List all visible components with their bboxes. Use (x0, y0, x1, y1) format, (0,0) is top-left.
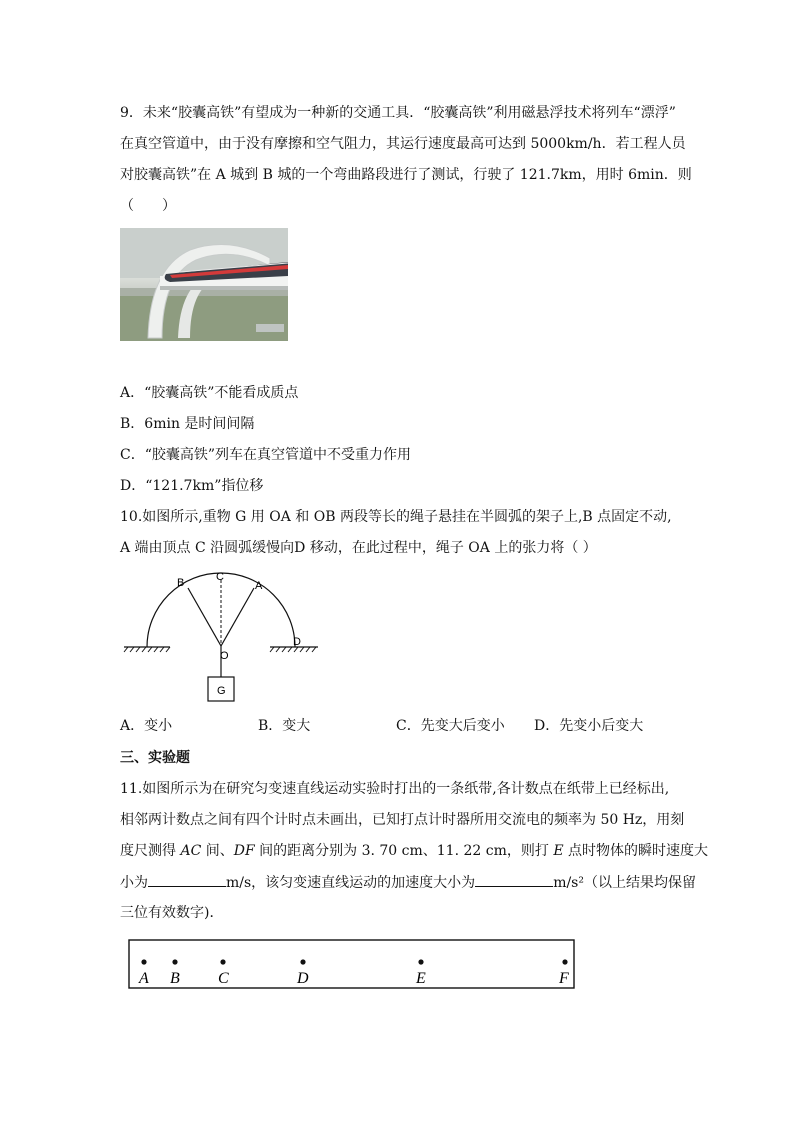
q11-line-3 (120, 841, 708, 861)
q11-line-3-part-4: 点时物体的瞬时速度大 (563, 843, 709, 859)
rope-oa (221, 588, 254, 646)
label-g: G (217, 685, 226, 697)
q11-line-2: 相邻两计数点之间有四个计时点未画出，已知打点计时器所用交流电的频率为 50 Hz，用刻 (120, 812, 685, 828)
q9-line-3: 对胶囊高铁”在 A 城到 B 城的一个弯曲路段进行了测试，行驶了 121.7km，用时 6min．则 (120, 167, 692, 183)
tape-dot-c (220, 959, 225, 964)
q9-option-c: C．“胶囊高铁”列车在真空管道中不受重力作用 (120, 447, 412, 463)
paper-tape (129, 940, 574, 988)
q11-line-4-part-3: m/s²（以上结果均保留 (553, 875, 696, 891)
q9-line-4: （ ） (120, 198, 176, 214)
q11-line-3-part-1: 度尺测得 (120, 843, 181, 859)
section-title: 三、实验题 (120, 750, 190, 766)
q11-line-3-part-3: 间的距离分别为 3. 70 cm、11. 22 cm，则打 (254, 843, 554, 859)
label-o: O (220, 650, 229, 662)
q9-line-2: 在真空管道中，由于没有摩擦和空气阻力，其运行速度最高可达到 5000km/h．若工程人员 (120, 136, 686, 152)
velocity-answer-blank[interactable] (148, 872, 226, 887)
label-d: D (293, 636, 301, 648)
var-ac: AC (180, 843, 202, 859)
q9-option-a: A．“胶囊高铁”不能看成质点 (120, 385, 299, 401)
tape-label-f: F (559, 970, 569, 987)
tape-dot-e (418, 959, 423, 964)
label-a: A (255, 580, 263, 592)
tape-dot-d (300, 959, 305, 964)
acceleration-answer-blank[interactable] (475, 872, 553, 887)
tape-label-c: C (218, 970, 229, 987)
q10-line-2: A 端由顶点 C 沿圆弧缓慢向D 移动，在此过程中，绳子 OA 上的张力将（ ） (120, 540, 597, 556)
q11-line-4-part-2: m/s，该匀变速直线运动的加速度大小为 (226, 875, 476, 891)
q9-option-b: B．6min 是时间间隔 (120, 416, 255, 432)
var-df: DF (233, 843, 255, 859)
tape-dot-b (172, 959, 177, 964)
q11-line-1: 11.如图所示为在研究匀变速直线运动实验时打出的一条纸带,各计数点在纸带上已经标出, (120, 781, 670, 797)
tape-label-b: B (170, 970, 180, 987)
q9-option-d: D．“121.7km”指位移 (120, 478, 264, 494)
q10-arc-figure (118, 566, 328, 706)
var-e: E (553, 843, 564, 859)
q11-line-3-part-2: 间、 (201, 843, 234, 859)
q10-option-c: C．先变大后变小 (396, 718, 505, 734)
tape-dot-a (141, 959, 146, 964)
q10-option-b: B．变大 (258, 718, 311, 734)
tape-dot-f (562, 959, 567, 964)
q10-option-a: A．变小 (120, 718, 173, 734)
rope-ob (188, 588, 221, 646)
q11-line-5: 三位有效数字)． (120, 905, 224, 921)
label-c: C (216, 571, 224, 583)
q11-line-4-part-1: 小为 (120, 875, 148, 891)
q10-option-d: D．先变小后变大 (534, 718, 644, 734)
label-b: B (177, 577, 185, 589)
tape-label-d: D (297, 970, 309, 987)
q9-line-1: 9．未来“胶囊高铁”有望成为一种新的交通工具．“胶囊高铁”利用磁悬浮技术将列车“漂浮” (120, 105, 676, 121)
q10-line-1: 10.如图所示,重物 G 用 OA 和 OB 两段等长的绳子悬挂在半圆弧的架子上,B 点固定不动, (120, 509, 672, 525)
paper-tape-figure (128, 939, 576, 991)
q11-line-4 (120, 872, 696, 893)
tape-label-a: A (139, 970, 149, 987)
tape-label-e: E (416, 970, 426, 987)
maglev-train-photo (120, 228, 288, 341)
